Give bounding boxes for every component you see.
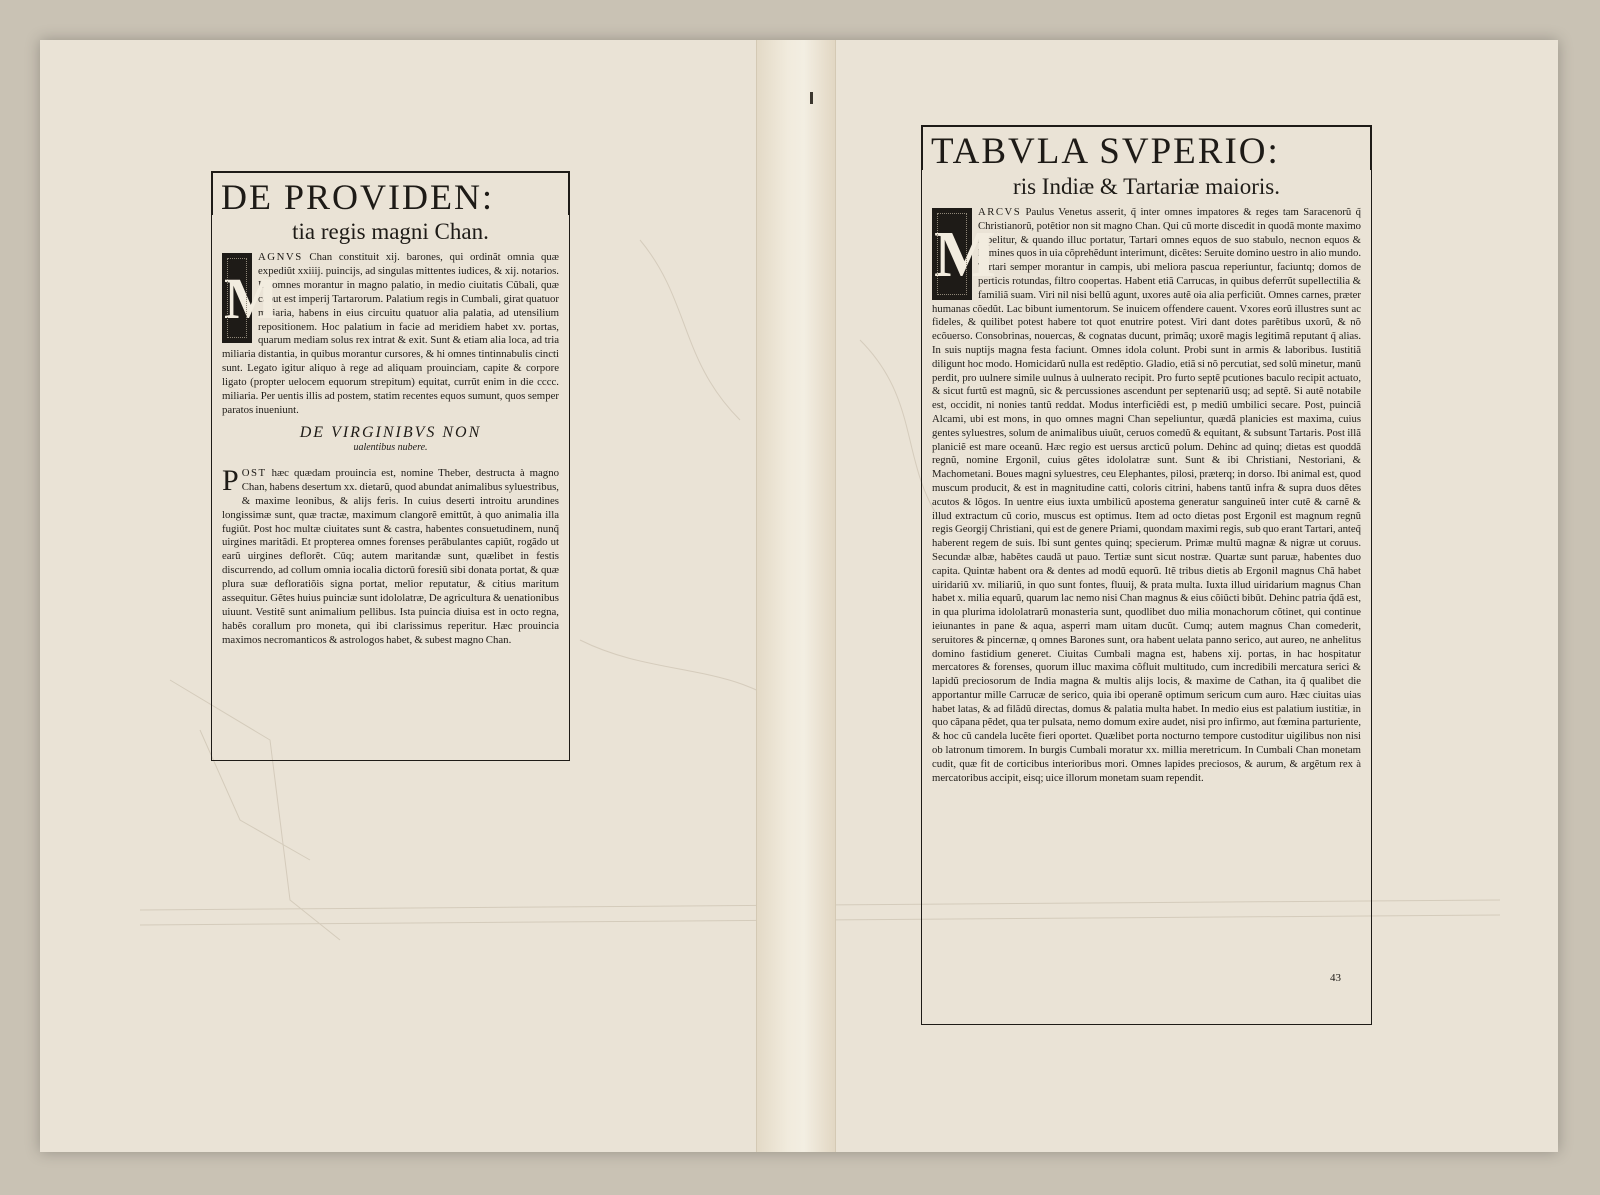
right-paragraph	[932, 206, 1361, 785]
ornamental-initial: M	[932, 208, 972, 300]
left-paragraph-2-text: hæc quædam prouincia est, nomine Theber, destructa à magno Chan, habens desertum xx. dietarũ, quod abundat animalibus syluestribus, & maxime leonibus, & alijs feris. In cuius deserti introitu arundines longissimæ sunt, quæ tractæ, maximum clangorẽ emittũt, à quo animalia illa fugiũt. Post hoc multæ ciuitates sunt & castra, habentes consuetudinem, nunq̃ uirgines maritãdi. Et propterea omnes forenses perãbulantes capiũt, rogãdo ut earũ uirgines deflorẽt. Cũq; autem maritandæ sunt, quælibet in festis discurrendo, ad collum omnia iocalia dictorũ foresiũ sibi donata portat, & quæ plura suæ defloratiõis signa portat, melior reputatur, & citius maritum assequitur. Gẽtes huius puinciæ sunt idololatræ, De agricultura & uenationibus uiuunt. Vestitẽ sunt animalium pellibus. Ista puincia diuisa est in octo regna, habẽs corallum pro moneta, qui ibi clarissimus reperitur. Hæc prouincia maximos necromanticos & astrologos habet, & subest magno Chan.	[222, 466, 560, 646]
left-paragraph-1	[222, 251, 559, 418]
right-subtitle: ris Indiæ & Tartariæ maioris.	[1013, 174, 1280, 199]
left-subtitle: tia regis magni Chan.	[292, 219, 489, 244]
left-title: DE PROVIDEN:	[212, 172, 569, 215]
page-number: 43	[1330, 972, 1341, 984]
paragraph-initial: P	[222, 463, 239, 497]
fold-mark	[810, 92, 813, 104]
paper-sheet	[40, 40, 1558, 1152]
center-fold-seam	[756, 40, 836, 1152]
right-text-panel	[921, 125, 1372, 1025]
left-paragraph-2-lead: OST	[241, 466, 267, 479]
right-paragraph-lead: ARCVS	[978, 206, 1022, 218]
left-text-panel	[211, 171, 570, 761]
right-title: TABVLA SVPERIO:	[922, 126, 1371, 170]
left-section-title: DE VIRGINIBVS NON	[299, 423, 482, 441]
left-paragraph-1-lead: AGNVS	[258, 251, 303, 263]
ornamental-initial: M	[222, 253, 252, 343]
left-paragraph-1-text: Chan constituit xij. barones, qui ordinãt omnia quæ expediũt xxiiij. puincijs, ad singulas mittentes iudices, & xij. notarios. Hi omnes morantur in magno palatio, in medio ciuitatis Cũbali, quæ caput est imperij Tartarorum. Palatium regis in Cumbali, girat quatuor miliaria, habens in eius circuitu quatuor alia palatia, ad utensilium repositionem. Hoc palatium in facie ad meridiem habet xv. portas, quarum mediam solus rex intrat & exit. Sunt & etiam alia loca, ad tria miliaria distantia, in quibus morantur cursores, & hi omnes tintinnabulis cincti sunt. Legato igitur aliquo à rege ad aliquam prouinciam, capite & corpore ligato (propter uelocem equorum strepitum) equitat, currũt enim in die cccc. miliaria. Per uentis illis ad postem, statim recentes equos sumunt, quos semper paratos inueniunt.	[222, 251, 559, 416]
right-paragraph-text: Paulus Venetus asserit, q̃ inter omnes impatores & reges tam Saracenorũ q̃ Christianorũ, potẽtior non sit magno Chan. Qui cũ morte discedit in quodã monte maximo sepelitur, & quando illuc portatur, Tartari omnes equos de suo stabulo, necnon equos & homines quos in uia cõprehẽdunt interimunt, dicẽtes: Seruite domino uestro in alio mundo. Tartari semper morantur in campis, ubi meliora pascua reperiuntur, faciuntq; domos de perticis rotundas, filtro coopertas. Habent etiã Carrucas, in quibus deferrũt supellectilia & familiã suam. Viri nil nisi bellũ agunt, uxores autẽ oia alia perficiũt. Omnes carnes, præter humanas cõedũt. Lac bibunt iumentorum. Se inuicem offendere cauent. Vxores eorũ illustres sunt ac fideles, & quilibet potest habere tot quot enutrire potest. Viri dant dotes parẽtibus uxorũ, & nõ ecõuerso. Consobrinas, nouercas, & cognatas ducunt, primãq; uxorẽ magis legitimã reputant q̃ alias. In suis nuptijs magna festa faciunt. Omnes idola colunt. Probi sunt in armis & laboribus. Iustitiã diligunt hoc modo. Homicidarũ nulla est redẽptio. Gladio, etiã si nõ percutiat, sed solũ minetur, manũ perdit, pro uulnere simile uulnus à uulnerato recipit. Pro furto septẽ pcutiones baculo recipit actuato, & sicut furtũ est magnũ, sic & percussiones ascendunt per septenariũ usq; ad septẽ. Si autẽ notabile est, occidit, ni nonies tantũ reddat. Modus interficiẽdi est, p mediũ umbilici secare. Post, puinciã Alcami, ubi est mons, in quo omnes magni Chan sepeliuntur, quædã planicies est maxima, cuius gentes syluestres, solum de animalibus uiuũt, ceruos comedũ & equitant, & subsunt Tartaris. Post illã planiciẽ est mare oceanũ. Hæc regio est uersus arcticũ polum. Dehinc ad quinq; dietas est quoddã regnũ, nomine Ergonil, cuius gẽtes idololatræ sunt. Sunt & ibi Christiani, Nestoriani, & Machometani. Boues magni syluestres, ceu Elephantes, pilosi, præterq; in dorso. Ibi animal est, quod muscum producit, & est in magnitudine catti, coloris citrini, habens tantũ infra & supra duos dẽtes acutos & lõgos. In uentre eius iuxta umbilicũ apostema generatur sanguineũ inter cutẽ & carnẽ & illud extractum cũ corio, muscus est optimus. Item ad octo dietas post Ergonil est magnum regnũ regis Georgij Christiani, qui est de genere Priami, quondam maximi regis, sub quo erant Tartari, anteq̃ haberent regem de suis. Ibi sunt gentes quinq; specierum. Primæ multũ magnæ & nigræ ut coruus. Secundæ albæ, habẽtes caudã ut pauo. Tertiæ sunt sicut nostræ. Quartæ sunt paruæ, habentes duo capita. Quintæ habent ora & dentes ad modũ equorũ. Itẽ tribus dietis ab Ergonil magnus Chã habet uiridariũ xv. miliariũ, in quo sunt fontes, fluuij, & prata multa. Iuxta illud uiridarium magnus Chan habet x. milia equarũ, quarum lac nemo nisi Chan magnus & eius cõiũcti bibũt. Dehinc patria q̃dã est, in qua plurima idololatrarũ monasteria sunt, quodlibet duo milia monachorum cõtinet, qui continue ieiunantes in pane & aqua, asperri mam uitam ducũt. Cumq; autem magnus Chan comederit, seruitores & pincernæ, q omnes Barones sunt, ora habent uelata panno serico, aut aureo, ne anhelitus domino fastidium generet. Ciuitas Cumbali magna est, habens xij. portas, in hac hospitatur mercatores & forenses, quorum illuc maxima cõfluit multitudo, cum incredibili mercatura serici & lapidũ preciosorum de India magna & multis alijs locis, & maxime de Cathan, ita q̃ qualibet die apportantur mille Carrucæ de serico, quia ibi operanẽ optimum sericum cum auro. Hæc ciuitas uias habet latas, & ad filãdũ directas, domus & palatia multa habet. In medio eius est palatium iustitiæ, in quo cãpana pẽdet, qua ter pulsata, nemo domum exire audet, nisi pro infirmo, aut fœmina parturiente, & hoc cũ candela lucẽte fieri oportet. Quælibet porta nocturno tempore custoditur uigilibus non nisi ob latronum timorem. In burgis Cumbali moratur xx. millia meretricum. In Cumbali Chan monetam cudit, quæ fit de corticibus interioribus mori. Omnes lapides preciosos, & aurum, & argẽtum rex à mercatoribus accipit, eisq; uice illorum monetam suam rependit.	[932, 206, 1361, 784]
left-paragraph-2	[222, 463, 560, 648]
left-section-subtitle: ualentibus nubere.	[353, 441, 428, 453]
